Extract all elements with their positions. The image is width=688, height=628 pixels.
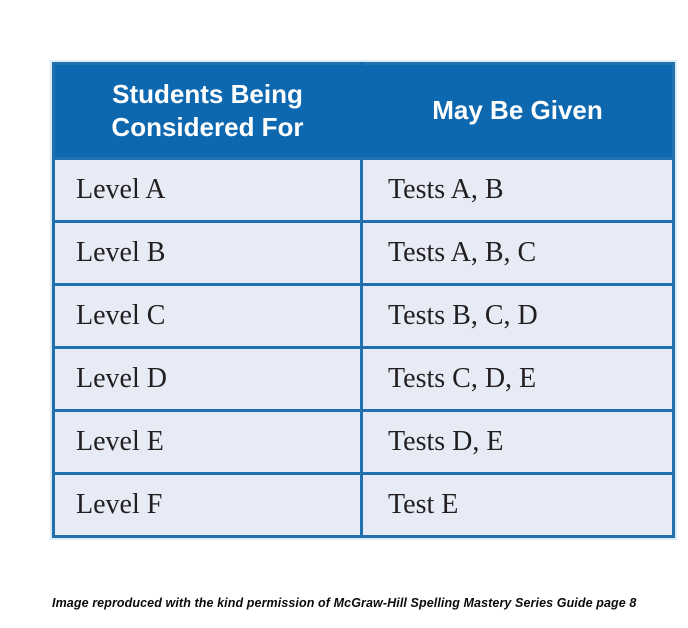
placement-table [52,62,675,538]
tests-cell: Tests A, B, C [362,222,674,285]
column-header-may-be-given: May Be Given [362,64,674,159]
level-cell: Level C [54,285,362,348]
tests-cell: Tests B, C, D [362,285,674,348]
table-row [54,474,674,537]
tests-cell: Tests A, B [362,159,674,222]
tests-cell: Tests D, E [362,411,674,474]
table-row [54,222,674,285]
table-row [54,159,674,222]
column-header-students: Students Being Considered For [54,64,362,159]
level-cell: Level A [54,159,362,222]
tests-cell: Tests C, D, E [362,348,674,411]
table-row [54,285,674,348]
level-cell: Level B [54,222,362,285]
header-row [54,64,674,159]
tests-cell: Test E [362,474,674,537]
table-row [54,411,674,474]
image-caption: Image reproduced with the kind permission of McGraw-Hill Spelling Mastery Series Guide page 8 [52,596,637,610]
level-cell: Level F [54,474,362,537]
level-cell: Level D [54,348,362,411]
level-cell: Level E [54,411,362,474]
table-row [54,348,674,411]
